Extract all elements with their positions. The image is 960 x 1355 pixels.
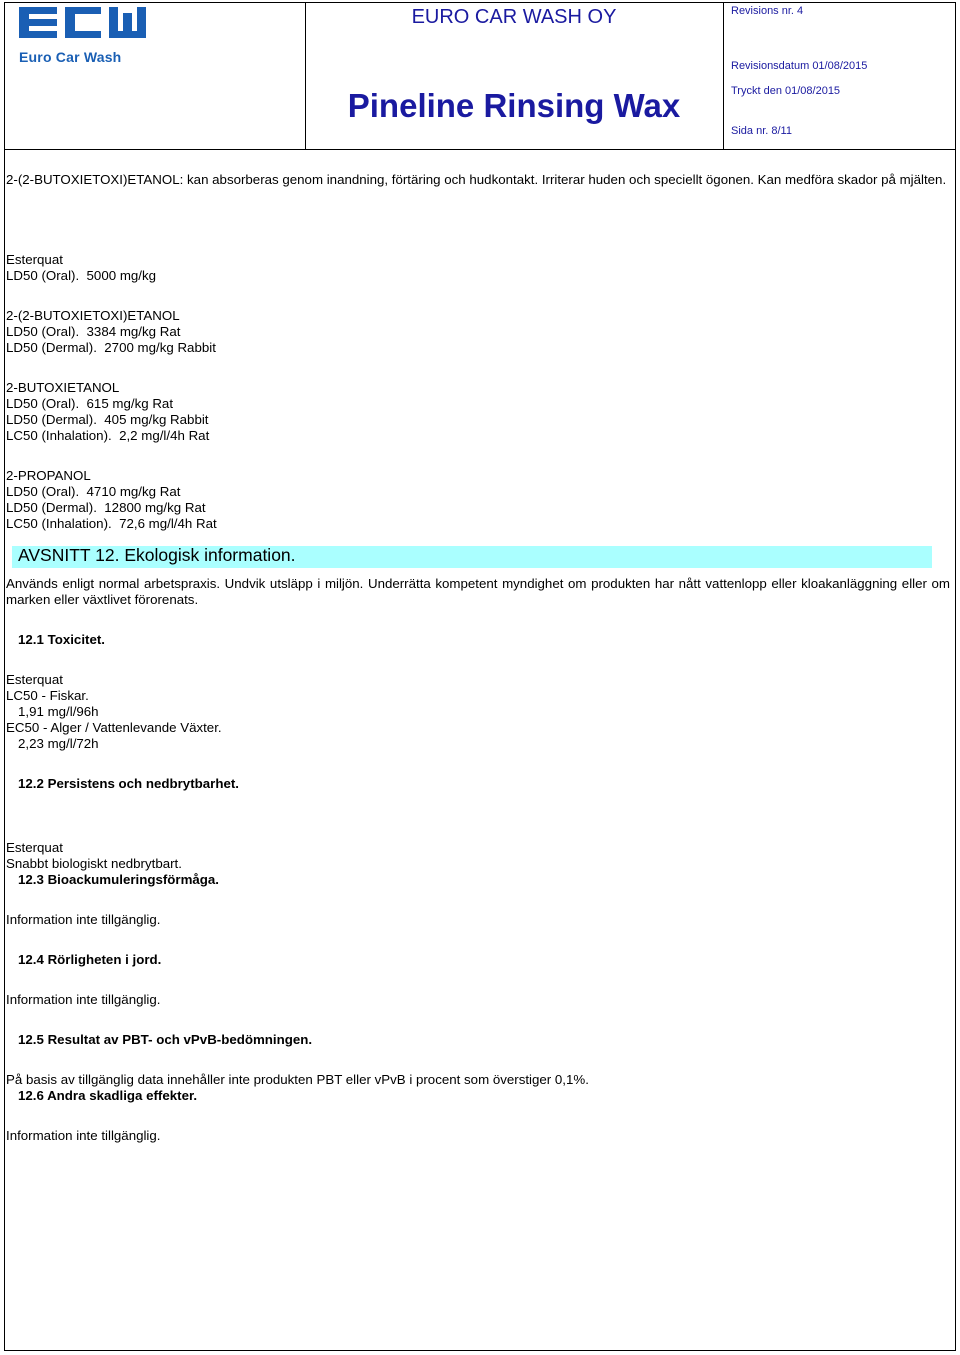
document-header <box>4 2 956 150</box>
tox-block-esterquat <box>6 252 950 284</box>
document-body <box>6 172 950 1144</box>
bioaccumulation-text: Information inte tillgänglig. <box>6 912 161 927</box>
subsection-12-1-title: 12.1 Toxicitet. <box>18 632 105 647</box>
meta-cell <box>723 3 955 149</box>
tox-value: LC50 (Inhalation). 2,2 mg/l/4h Rat <box>6 428 210 443</box>
product-name: Pineline Rinsing Wax <box>347 87 681 124</box>
revision-number: Revisions nr. 4 <box>731 5 804 17</box>
subsection-12-5-title: 12.5 Resultat av PBT- och vPvB-bedömningen. <box>18 1032 313 1047</box>
lc50-value: 1,91 mg/l/96h <box>18 704 99 719</box>
lc50-label: LC50 - Fiskar. <box>6 688 89 703</box>
tox-block-butoxietanol <box>6 380 950 444</box>
health-intro: 2-(2-BUTOXIETOXI)ETANOL: kan absorberas genom inandning, förtäring och hudkontakt. Irriterar huden och speciellt ögonen. Kan medföra skador på mjälten. <box>6 172 947 187</box>
section-12-header <box>12 546 932 568</box>
printed-date: Tryckt den 01/08/2015 <box>731 85 841 97</box>
tox-block-propanol <box>6 468 950 532</box>
page-number: Sida nr. 8/11 <box>731 125 792 137</box>
subsection-12-6-title: 12.6 Andra skadliga effekter. <box>18 1088 198 1103</box>
substance-name: Esterquat <box>6 840 63 855</box>
tox-value: LC50 (Inhalation). 72,6 mg/l/4h Rat <box>6 516 217 531</box>
substance-name: Esterquat <box>6 252 63 267</box>
revision-date: Revisionsdatum 01/08/2015 <box>731 60 868 72</box>
tox-value: LD50 (Oral). 615 mg/kg Rat <box>6 396 174 411</box>
substance-name: 2-BUTOXIETANOL <box>6 380 120 395</box>
substance-name: 2-(2-BUTOXIETOXI)ETANOL <box>6 308 180 323</box>
tox-value: LD50 (Oral). 4710 mg/kg Rat <box>6 484 181 499</box>
section-12-intro: Används enligt normal arbetspraxis. Undvik utsläpp i miljön. Underrätta kompetent myndighet om produkten har nått vattenlopp eller kloakanläggning eller om marken eller växtlivet förorenats. <box>6 576 950 607</box>
tox-value: LD50 (Dermal). 405 mg/kg Rabbit <box>6 412 209 427</box>
mobility-text: Information inte tillgänglig. <box>6 992 161 1007</box>
logo-text: Euro Car Wash <box>19 49 122 65</box>
ec50-label: EC50 - Alger / Vattenlevande Växter. <box>6 720 222 735</box>
subsection-12-4-title: 12.4 Rörligheten i jord. <box>18 952 162 967</box>
logo-cell <box>5 3 306 149</box>
company-name: EURO CAR WASH OY <box>411 6 617 28</box>
subsection-12-3-title: 12.3 Bioackumuleringsförmåga. <box>18 872 219 887</box>
substance-name: 2-PROPANOL <box>6 468 91 483</box>
title-cell <box>305 3 724 149</box>
tox-block-butoxietoxietanol <box>6 308 950 356</box>
subsection-12-2-title: 12.2 Persistens och nedbrytbarhet. <box>18 776 239 791</box>
substance-name: Esterquat <box>6 672 63 687</box>
tox-value: LD50 (Dermal). 12800 mg/kg Rat <box>6 500 206 515</box>
other-effects-text: Information inte tillgänglig. <box>6 1128 161 1143</box>
tox-value: LD50 (Oral). 5000 mg/kg <box>6 268 157 283</box>
tox-value: LD50 (Dermal). 2700 mg/kg Rabbit <box>6 340 216 355</box>
section-12-title: AVSNITT 12. Ekologisk information. <box>18 545 296 565</box>
degradability-text: Snabbt biologiskt nedbrytbart. <box>6 856 182 871</box>
pbt-text: På basis av tillgänglig data innehåller inte produkten PBT eller vPvB i procent som överstiger 0,1%. <box>6 1072 589 1087</box>
ec50-value: 2,23 mg/l/72h <box>18 736 99 751</box>
tox-value: LD50 (Oral). 3384 mg/kg Rat <box>6 324 181 339</box>
